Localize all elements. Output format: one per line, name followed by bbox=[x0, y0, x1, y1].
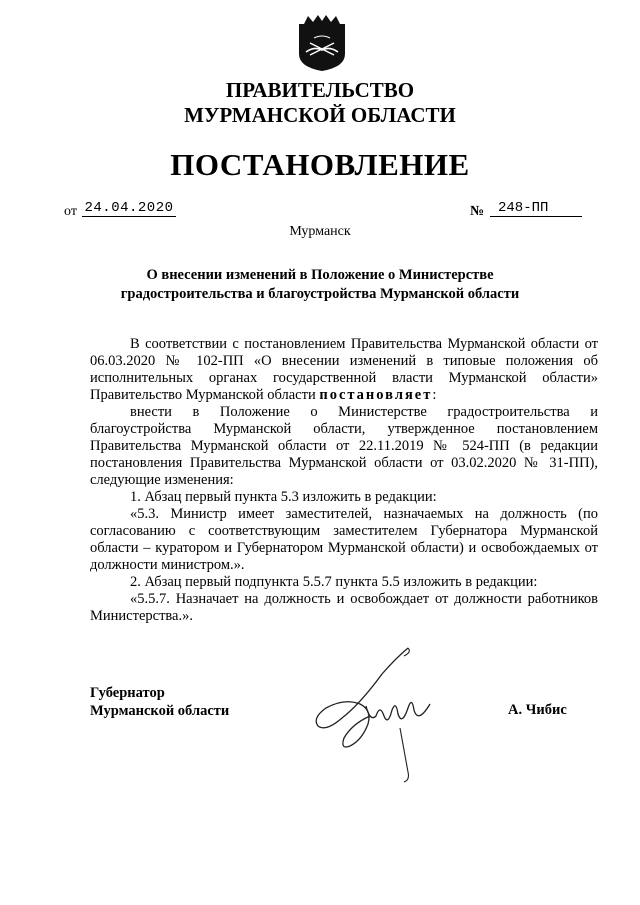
signer-title bbox=[90, 684, 229, 720]
body-paragraph: внести в Положение о Министерстве градостроительства и благоустройства Мурманской области, утвержденное постановлением Правительства Мурманской области от 22.11.2019 № 524-ПП (в редакции постановления Правительства Мурманской области от 03.02.2020 № 31-ПП), следующие изменения: bbox=[90, 404, 598, 488]
body-paragraph bbox=[90, 336, 598, 404]
document-subject bbox=[60, 266, 580, 304]
subject-line2: градостроительства и благоустройства Мурманской области bbox=[120, 286, 520, 302]
coat-of-arms-emblem bbox=[296, 14, 348, 72]
body-paragraph: «5.5.7. Назначает на должность и освобождает от должности работников Министерства.». bbox=[90, 591, 598, 624]
document-type-heading: ПОСТАНОВЛЕНИЕ bbox=[170, 147, 470, 182]
body-paragraph: 2. Абзац первый подпункта 5.5.7 пункта 5.5 изложить в редакции: bbox=[130, 574, 538, 590]
subject-line1: О внесении изменений в Положение о Министерстве bbox=[146, 267, 494, 283]
signer-name: А. Чибис bbox=[508, 702, 567, 718]
document-body bbox=[90, 336, 598, 625]
signer-title-line1: Губернатор bbox=[90, 685, 165, 701]
body-paragraph-end: : bbox=[432, 387, 437, 403]
document-date: 24.04.2020 bbox=[82, 200, 176, 217]
handwritten-signature bbox=[300, 644, 450, 784]
body-paragraph-text: В соответствии с постановлением Правительства Мурманской области от 06.03.2020 № 102-ПП «О внесении изменений в типовые положения об исполнительных органах государственной власти Мурманской области» Правительство Мурманской области bbox=[90, 336, 598, 403]
date-prefix: от bbox=[64, 204, 77, 219]
city-name: Мурманск bbox=[289, 224, 351, 239]
body-paragraph: 1. Абзац первый пункта 5.3 изложить в редакции: bbox=[130, 489, 437, 505]
signer-title-line2: Мурманской области bbox=[90, 703, 230, 719]
government-title-line1: ПРАВИТЕЛЬСТВО bbox=[225, 78, 415, 102]
number-sign: № bbox=[470, 204, 485, 219]
government-title-line2: МУРМАНСКОЙ ОБЛАСТИ bbox=[184, 103, 456, 127]
document-number: 248-ПП bbox=[490, 200, 582, 217]
body-paragraph: «5.3. Министр имеет заместителей, назначаемых на должность (по согласованию с соответствующим заместителем Губернатора Мурманской области – куратором и Губернатором Мурманской области) и освобождаемых от должности министром.». bbox=[90, 506, 598, 573]
government-title bbox=[0, 78, 640, 128]
decree-word: постановляет bbox=[319, 387, 433, 403]
